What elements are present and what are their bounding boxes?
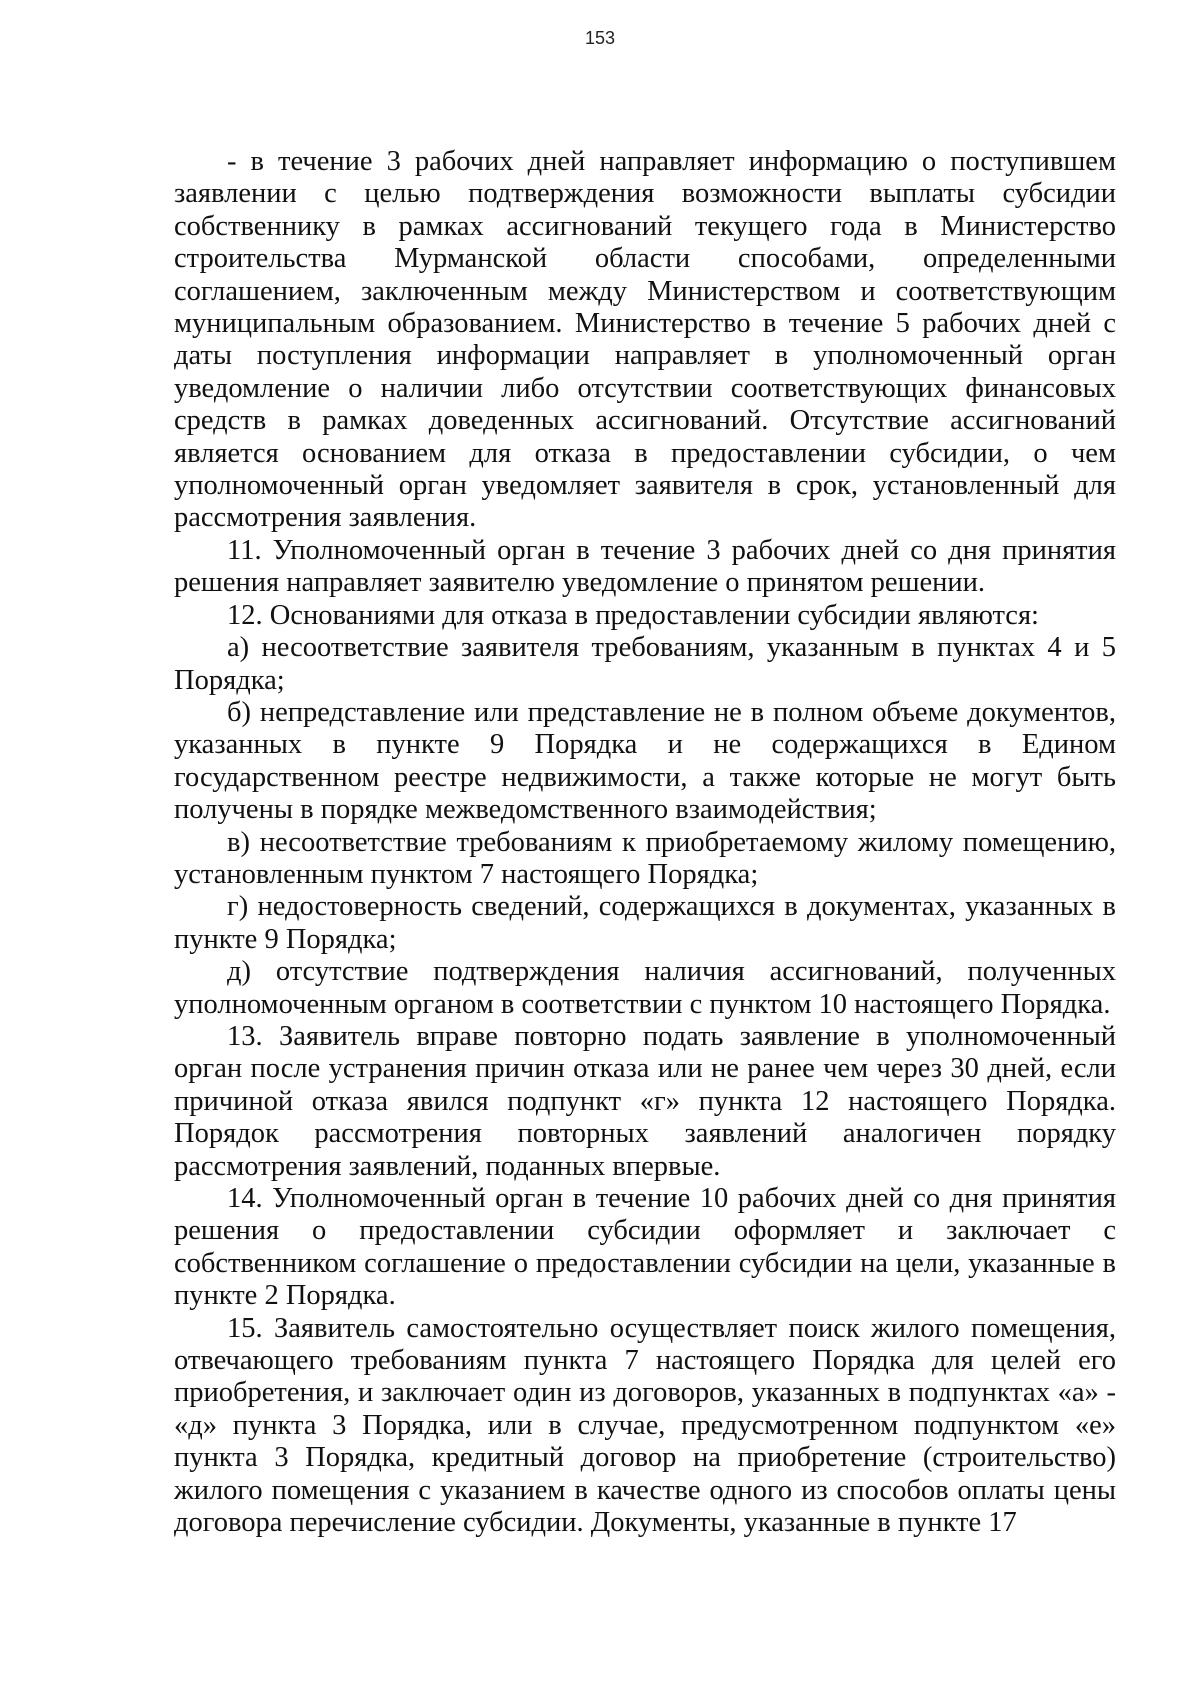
paragraph-item-12-a: а) несоответствие заявителя требованиям, указанным в пунктах 4 и 5 Порядка; [174,632,1116,696]
paragraph-item-12-b: б) непредставление или представление не в полном объеме документов, указанных в пункте 9 Порядка и не содержащихся в Едином государственном реестре недвижимости, а также которые не могут быть получены в порядке межведомственного взаимодействия; [174,696,1116,826]
paragraph-item-15: 15. Заявитель самостоятельно осуществляет поиск жилого помещения, отвечающего требованиям пункта 7 настоящего Порядка для целей его приобретения, и заключает один из договоров, указанных в подпунктах «а» - «д» пункта 3 Порядка, или в случае, предусмотренном подпунктом «е» пункта 3 Порядка, кредитный договор на приобретение (строительство) жилого помещения с указанием в качестве одного из способов оплаты цены договора перечисление субсидии. Документы, указанные в пункте 17 [174,1312,1116,1539]
paragraph-item-12-v: в) несоответствие требованиям к приобретаемому жилому помещению, установленным пунктом 7 настоящего Порядка; [174,826,1116,890]
paragraph-item-12-g: г) недостоверность сведений, содержащихся в документах, указанных в пункте 9 Порядка; [174,891,1116,955]
paragraph-item-14: 14. Уполномоченный орган в течение 10 рабочих дней со дня принятия решения о предоставлении субсидии оформляет и заключает с собственником соглашение о предоставлении субсидии на цели, указанные в пункте 2 Порядка. [174,1183,1116,1312]
document-body [174,146,1116,1539]
paragraph-item-11: 11. Уполномоченный орган в течение 3 рабочих дней со дня принятия решения направляет заявителю уведомление о принятом решении. [174,534,1116,599]
page-number: 153 [584,28,616,48]
paragraph-item-13: 13. Заявитель вправе повторно подать заявление в уполномоченный орган после устранения причин отказа или не ранее чем через 30 дней, если причиной отказа явился подпункт «г» пункта 12 настоящего Порядка. Порядок рассмотрения повторных заявлений аналогичен порядку рассмотрения заявлений, поданных впервые. [174,1020,1116,1182]
paragraph-item-12-d: д) отсутствие подтверждения наличия ассигнований, полученных уполномоченным органом в соответствии с пунктом 10 настоящего Порядка. [174,956,1116,1020]
paragraph-item-12: 12. Основаниями для отказа в предоставлении субсидии являются: [227,599,1039,631]
paragraph-sub-item-informing-ministry: - в течение 3 рабочих дней направляет информацию о поступившем заявлении с целью подтверждения возможности выплаты субсидии собственнику в рамках ассигнований текущего года в Министерство строительства Мурманской области способами, определенными соглашением, заключенным между Министерством и соответствующим муниципальным образованием. Министерство в течение 5 рабочих дней с даты поступления информации направляет в уполномоченный орган уведомление о наличии либо отсутствии соответствующих финансовых средств в рамках доведенных ассигнований. Отсутствие ассигнований является основанием для отказа в предоставлении субсидии, о чем уполномоченный орган уведомляет заявителя в срок, установленный для рассмотрения заявления. [174,146,1116,534]
